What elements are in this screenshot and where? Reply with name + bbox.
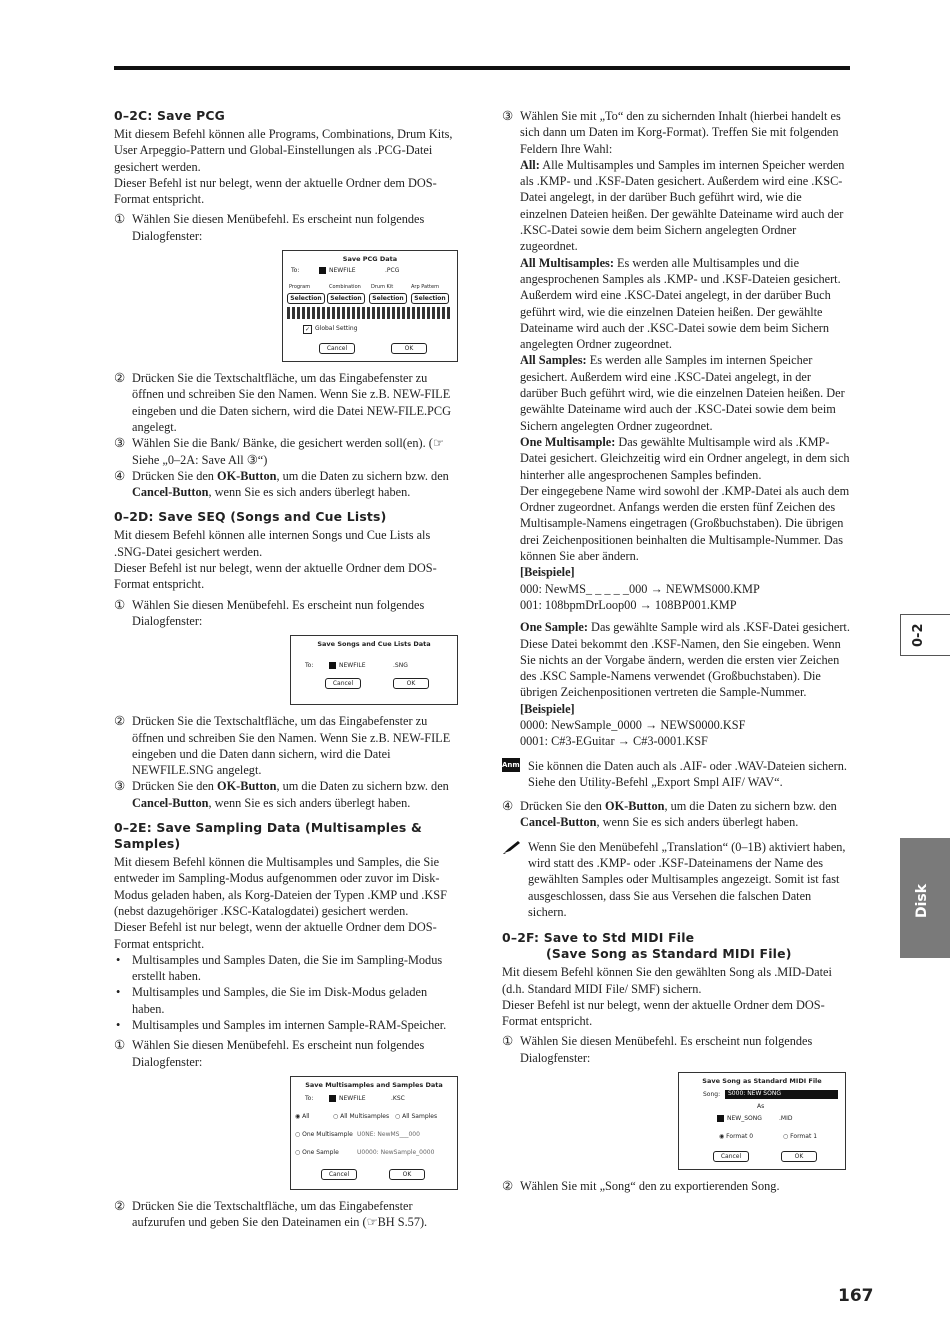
program-label: Program <box>289 284 311 291</box>
note-icon: Anm. <box>502 758 520 772</box>
heading-save-seq: 0–2D: Save SEQ (Songs and Cue Lists) <box>114 509 387 525</box>
step-1: ① Wählen Sie diesen Menübefehl. Es erscheint nun folgendes Dialogfenster: <box>502 1034 813 1065</box>
step-text: Wählen Sie diesen Menübefehl. Es erscheint nun folgendes Dialogfenster: <box>132 597 425 628</box>
cancel-button-ref: Cancel-Button <box>520 815 597 830</box>
filename-field[interactable]: NEW_SONG <box>727 1115 762 1123</box>
page-number: 167 <box>838 1286 874 1306</box>
option-all <box>502 157 850 255</box>
step-2: ② Drücken Sie die Textschaltfläche, um das Eingabefenster aufzurufen und geben Sie den Dateinamen ein (☞BH S.57). <box>114 1198 428 1230</box>
global-checkbox[interactable]: ✓ <box>304 326 311 334</box>
step-text: Wählen Sie diesen Menübefehl. Es erscheint nun folgendes Dialogfenster: <box>132 1038 425 1069</box>
paragraph: Mit diesem Befehl können alle Programs, Combinations, Drum Kits, User Arpeggio-Pattern und Global-Einstellungen als .PCG-Datei gesichert werden. <box>114 127 453 174</box>
note-anm <box>502 758 850 791</box>
step-text: , um die Daten zu sichern bzw. den <box>664 799 837 814</box>
step-text: Wählen Sie diesen Menübefehl. Es erscheint nun folgendes Dialogfenster: <box>132 212 425 243</box>
step-text: Wählen Sie diesen Menübefehl. Es erscheint nun folgendes Dialogfenster: <box>520 1034 813 1065</box>
ok-button[interactable]: OK <box>393 678 429 689</box>
heading-save-smf: 0–2F: Save to Std MIDI File <box>502 930 695 946</box>
note-text: Sie können die Daten auch als .AIF- oder .WAV-Dateien sichern. Siehe den Utility-Befehl „Export Smpl AIF/ WAV“. <box>528 758 847 789</box>
chapter-tab <box>900 838 950 958</box>
ok-button-ref: OK-Button <box>217 779 277 794</box>
option-text: Das gewählte Multisample wird als .KMP-Datei gesichert. Gleichzeitig wird ein Ordner angelegt, in dem sich hinterher alle angesprochenen Samples befinden. <box>520 434 850 482</box>
top-rule <box>114 66 850 70</box>
cancel-button[interactable]: Cancel <box>325 678 361 689</box>
as-label: As <box>757 1103 765 1111</box>
ok-button[interactable]: OK <box>391 343 427 354</box>
option-heading: All Samples: <box>520 353 587 368</box>
dialog-save-pcg <box>282 250 458 362</box>
global-setting-label: Global Setting <box>315 325 358 333</box>
step-3: ③ Wählen Sie die Bank/ Bänke, die gesichert werden soll(en). (☞Siehe „0–2A: Save All ③“) <box>114 436 444 467</box>
option-heading: One Multisample: <box>520 434 616 449</box>
filename-field[interactable]: NEWFILE <box>339 662 366 670</box>
option-text: Es werden alle Multisamples und die angesprochenen Samples als .KMP- und .KSF-Dateien gesichert. Außerdem wird eine .KSC-Datei angelegt, in der darüber Buch geführt wird, wie die einzelnen Dateien heißen. Der gewählte Dateiname wird auch der .KSC-Datei sowie dem beim Sichern angelegten Ordner zugeordnet. <box>520 255 841 352</box>
step-text: , um die Daten zu sichern bzw. den <box>276 779 449 794</box>
arp-selection-button[interactable]: Selection <box>411 293 449 304</box>
drumkit-label: Drum Kit <box>371 284 394 291</box>
bullet-item: • Multisamples und Samples, die Sie im Disk-Modus geladen haben. <box>114 984 462 1017</box>
option-all-multisamples <box>502 255 850 353</box>
radio-label: Format 1 <box>790 1133 818 1141</box>
option-text: Es werden alle Samples im internen Speicher gesichert. Außerdem wird eine .KSC-Datei angelegt, in der darüber Buch geführt wird, wie die einzelnen Dateien heißen. Der gewählte Dateiname wird auch der .KSC-Datei sowie dem beim Sichern angelegten Ordner zugeordnet. <box>520 353 845 433</box>
dialog-title: Save Multisamples and Samples Data <box>305 1080 443 1089</box>
dialog-save-sampling <box>290 1076 458 1190</box>
text-edit-icon[interactable] <box>319 267 326 274</box>
step-text: Drücken Sie den <box>132 468 218 483</box>
file-extension: .KSC <box>391 1094 405 1102</box>
section-tab-label: 0-2 <box>911 623 926 647</box>
bullet-item: • Multisamples und Samples im internen Sample-RAM-Speicher. <box>114 1017 462 1033</box>
radio-all[interactable]: ◉ All <box>295 1112 310 1120</box>
step-text: Drücken Sie die Textschaltfläche, um das Eingabefenster zu öffnen und schreiben Sie den Namen. Wenn Sie z.B. NEW-FILE eingeben und die Daten dann sichern, wird die Datei NEWFILE.SNG angelegt. <box>132 714 451 778</box>
file-extension: .SNG <box>393 662 408 670</box>
bank-checkboxes[interactable] <box>287 307 451 319</box>
step-text: , um die Daten zu sichern bzw. den <box>276 468 449 483</box>
step-text: Drücken Sie die Textschaltfläche, um das Eingabefenster aufzurufen und geben Sie den Dateinamen ein (☞BH S.57). <box>132 1198 428 1230</box>
text-edit-icon[interactable] <box>717 1115 724 1122</box>
file-extension: .PCG <box>385 267 400 275</box>
ok-button-ref: OK-Button <box>217 468 277 483</box>
option-heading: All Multisamples: <box>520 255 614 270</box>
option-all-samples <box>502 352 850 433</box>
filename-field[interactable]: NEWFILE <box>339 1094 366 1102</box>
file-extension: .MID <box>779 1115 793 1123</box>
option-one-multisample <box>502 434 850 483</box>
radio-label: One Sample <box>302 1148 339 1156</box>
heading-save-smf-sub: (Save Song as Standard MIDI File) <box>546 946 792 962</box>
step-text: , wenn Sie es sich anders überlegt haben. <box>596 815 799 830</box>
example-line: 0000: NewSample_0000 → NEWS0000.KSF <box>520 717 746 732</box>
paragraph: Dieser Befehl ist nur belegt, wenn der aktuelle Ordner dem DOS-Format entspricht. <box>502 997 825 1029</box>
step-3: ③ Wählen Sie mit „To“ den zu sichernden Inhalt (hierbei handelt es sich dann um Daten im Korg-Format). Treffen Sie mit folgenden Feldern Ihre Wahl: <box>502 109 841 156</box>
step-4: ④ Drücken Sie den OK-Button, um die Daten zu sichern bzw. den Cancel-Button, wenn Sie es sich anders überlegt haben. <box>114 468 449 500</box>
cancel-button[interactable]: Cancel <box>713 1151 749 1162</box>
example-line: 000: NewMS_ _ _ _ _000 → NEWMS000.KMP <box>520 581 760 596</box>
step-text: Wählen Sie mit „Song“ den zu exportierenden Song. <box>520 1179 780 1194</box>
step-1: ① Wählen Sie diesen Menübefehl. Es erscheint nun folgendes Dialogfenster: <box>114 597 425 628</box>
bullet-item: • Multisamples und Samples Daten, die Sie im Sampling-Modus erstellt haben. <box>114 952 462 985</box>
radio-label: All Multisamples <box>340 1112 390 1120</box>
paragraph: Diese Datei bekommt den .KSF-Namen, den Sie eingeben. Wenn Sie nichts an der Vorgabe ändern, werden die ersten vier Zeichen des .KSC Sample-Namens verwendet (Großbuchstaben). Die übrigen Zeichenpositionen vertreten die Sample-Nummer. <box>520 636 841 700</box>
paragraph: Dieser Befehl ist nur belegt, wenn der aktuelle Ordner dem DOS-Format entspricht. <box>114 920 437 951</box>
multisample-value[interactable]: U0NE: NewMS___000 <box>357 1130 420 1138</box>
sample-value[interactable]: U0000: NewSample_0000 <box>357 1148 435 1156</box>
heading-save-sampling: 0–2E: Save Sampling Data (Multisamples & Samples) <box>114 820 422 852</box>
radio-label: All <box>302 1112 310 1120</box>
examples-heading: [Beispiele] <box>520 565 575 580</box>
paragraph: Der eingegebene Name wird sowohl der .KMP-Datei als auch dem Ordner zugeordnet. Anfangs werden die ersten fünf Zeichen des Multisample-Namens eingetragen (Großbuchstaben). Die übrigen drei Zeichenpositionen beinhalten die Multisample-Nummer. Das können Sie aber ändern. <box>520 483 850 564</box>
option-one-sample <box>502 619 850 635</box>
step-text: Drücken Sie den <box>132 779 218 794</box>
dialog-save-seq <box>290 635 458 705</box>
step-text: Drücken Sie die Textschaltfläche, um das Eingabefenster zu öffnen und schreiben Sie den Namen. Wenn Sie z.B. NEW-FILE eingeben und die Daten sichern, wird die Datei NEW-FILE.PCG angelegt. <box>132 371 451 434</box>
option-text: Das gewählte Sample wird als .KSF-Datei gesichert. <box>587 620 850 635</box>
step-2: ② Wählen Sie mit „Song“ den zu exportierenden Song. <box>502 1179 780 1194</box>
paragraph: Mit diesem Befehl können die Multisamples und Samples, die Sie entweder im Sampling-Modus aufgenommen oder zuvor im Disk-Modus geladen haben, als Korg-Dateien der Typen .KMP und .KSF (nebst dazugehöriger .KSC-Katalogdatei) gesichert werden. <box>114 855 447 918</box>
examples-label <box>502 701 850 717</box>
examples-heading: [Beispiele] <box>520 701 575 716</box>
examples-label <box>502 564 850 580</box>
cancel-button-ref: Cancel-Button <box>132 795 209 810</box>
song-label: Song: <box>703 1091 721 1099</box>
radio-one-multisample[interactable]: ○ One Multisample <box>295 1130 353 1138</box>
combination-label: Combination <box>329 284 361 291</box>
song-select[interactable]: S000: NEW SONG <box>725 1090 838 1099</box>
step-2: ② Drücken Sie die Textschaltfläche, um das Eingabefenster zu öffnen und schreiben Sie den Namen. Wenn Sie z.B. NEW-FILE eingeben und die Daten sichern, wird die Datei NEW-FILE.PCG angelegt. <box>114 371 451 434</box>
pencil-icon <box>502 839 522 855</box>
step-text: , wenn Sie es sich anders überlegt haben. <box>208 795 411 810</box>
program-selection-button[interactable]: Selection <box>287 293 325 304</box>
dialog-to-label: To: <box>305 1094 314 1102</box>
paragraph: Dieser Befehl ist nur belegt, wenn der aktuelle Ordner dem DOS-Format entspricht. <box>114 561 437 592</box>
drumkit-selection-button[interactable]: Selection <box>369 293 407 304</box>
step-text: Drücken Sie den <box>520 799 606 814</box>
section-tab <box>900 614 950 656</box>
arp-label: Arp Pattern <box>411 284 440 291</box>
paragraph: Dieser Befehl ist nur belegt, wenn der aktuelle Ordner dem DOS-Format entspricht. <box>114 175 437 207</box>
step-text: , wenn Sie es sich anders überlegt haben. <box>208 485 411 500</box>
radio-format1[interactable]: ○ Format 1 <box>783 1133 818 1141</box>
step-1: ① Wählen Sie diesen Menübefehl. Es erscheint nun folgendes Dialogfenster: <box>114 1038 425 1069</box>
dialog-title: Save Songs and Cue Lists Data <box>317 640 431 649</box>
paragraph: Mit diesem Befehl können Sie den gewählten Song als .MID-Datei (d.h. Standard MIDI File/ SMF) sichern. <box>502 965 832 996</box>
dialog-to-label: To: <box>305 662 314 670</box>
dialog-title: Save Song as Standard MIDI File <box>702 1077 822 1086</box>
right-column <box>502 108 850 1194</box>
cancel-button-ref: Cancel-Button <box>132 485 209 500</box>
option-heading: One Sample: <box>520 620 588 635</box>
radio-one-sample[interactable]: ○ One Sample <box>295 1148 339 1156</box>
dialog-title: Save PCG Data <box>342 255 398 264</box>
step-3: ③ Drücken Sie den OK-Button, um die Daten zu sichern bzw. den Cancel-Button, wenn Sie es sich anders überlegt haben. <box>114 779 449 810</box>
radio-label: Format 0 <box>726 1133 754 1141</box>
radio-all-multisamples[interactable]: ○ All Multisamples <box>333 1112 390 1120</box>
chapter-tab-label: Disk <box>914 883 930 918</box>
paragraph: Mit diesem Befehl können alle internen Songs und Cue Lists als .SNG-Datei gesichert werden. <box>114 528 431 559</box>
filename-field[interactable]: NEWFILE <box>329 267 356 275</box>
ok-button-ref: OK-Button <box>605 799 665 814</box>
left-column <box>114 108 462 1230</box>
step-text: Wählen Sie mit „To“ den zu sichernden Inhalt (hierbei handelt es sich dann um Daten im Korg-Format). Treffen Sie mit folgenden Feldern Ihre Wahl: <box>520 109 841 156</box>
option-text: Alle Multisamples und Samples im internen Speicher werden als .KMP- und .KSF-Daten gesichert. Außerdem wird eine .KSC-Datei angelegt, in der darüber Buch geführt wird, wie die einzelnen Dateien heißen. Der gewählte Dateiname wird auch der .KSC-Datei sowie dem beim Sichern angelegten Ordner zugeordnet. <box>520 157 845 254</box>
cancel-button[interactable]: Cancel <box>319 343 355 354</box>
radio-format0[interactable]: ◉ Format 0 <box>719 1133 754 1141</box>
heading-save-pcg: 0–2C: Save PCG <box>114 108 226 123</box>
radio-label: All Samples <box>402 1112 438 1120</box>
dialog-save-smf <box>678 1072 846 1170</box>
example-line: 001: 108bpmDrLoop00 → 108BP001.KMP <box>520 597 737 612</box>
step-4: ④ Drücken Sie den OK-Button, um die Daten zu sichern bzw. den Cancel-Button, wenn Sie es sich anders überlegt haben. <box>502 799 837 830</box>
step-1: ① Wählen Sie diesen Menübefehl. Es erscheint nun folgendes Dialogfenster: <box>114 212 425 243</box>
ok-button[interactable]: OK <box>781 1151 817 1162</box>
cancel-button[interactable]: Cancel <box>321 1169 357 1180</box>
tip-note <box>502 839 850 920</box>
radio-all-samples[interactable]: ○ All Samples <box>395 1112 438 1120</box>
text-edit-icon[interactable] <box>329 1095 336 1102</box>
step-2: ② Drücken Sie die Textschaltfläche, um das Eingabefenster zu öffnen und schreiben Sie den Namen. Wenn Sie z.B. NEW-FILE eingeben und die Daten dann sichern, wird die Datei NEWFILE.SNG angelegt. <box>114 714 451 778</box>
step-text: Wählen Sie die Bank/ Bänke, die gesichert werden soll(en). (☞Siehe „0–2A: Save All ③“) <box>132 436 444 467</box>
example-line: 0001: C#3-EGuitar → C#3-0001.KSF <box>520 734 708 749</box>
radio-label: One Multisample <box>302 1130 353 1138</box>
tip-text: Wenn Sie den Menübefehl „Translation“ (0–1B) aktiviert haben, wird statt des .KMP- oder .KSF-Dateinamens der Name des gewählten Samples oder Multisamples angezeigt. Somit ist fast ausgeschlossen, dass Sie aus Versehen die falschen Daten sichern. <box>528 839 846 919</box>
text-edit-icon[interactable] <box>329 662 336 669</box>
ok-button[interactable]: OK <box>389 1169 425 1180</box>
dialog-to-label: To: <box>291 267 300 275</box>
option-heading: All: <box>520 157 540 172</box>
combination-selection-button[interactable]: Selection <box>327 293 365 304</box>
